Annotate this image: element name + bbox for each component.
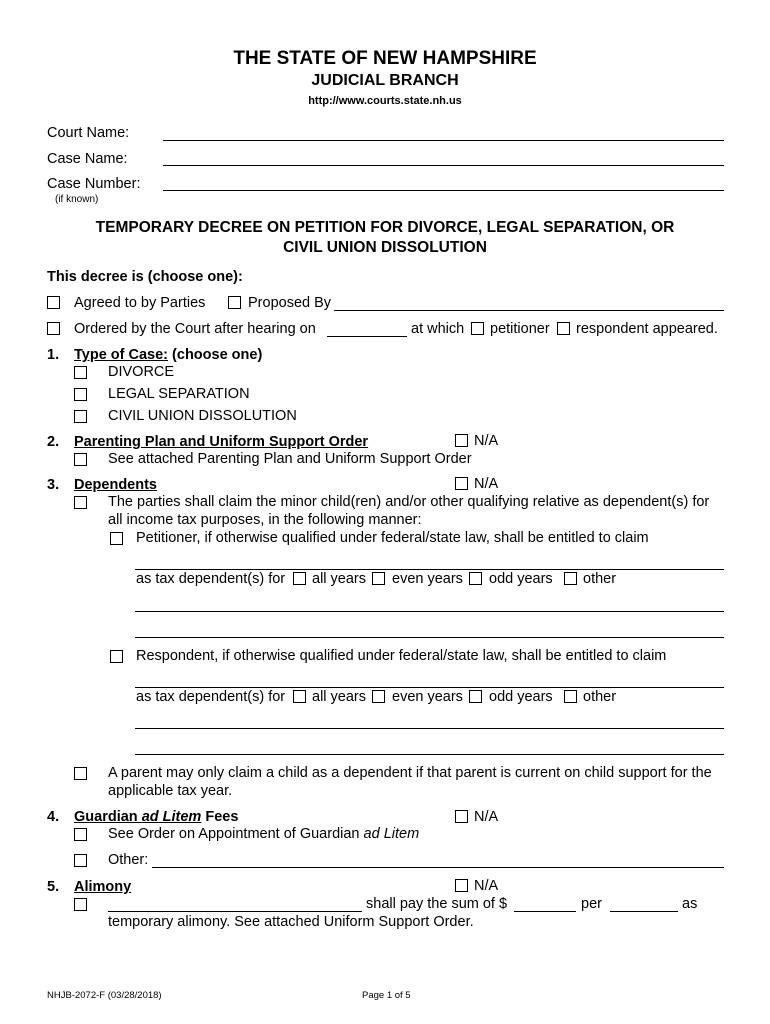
section-4-other-label: Other:: [108, 852, 149, 868]
section-2-na-label: N/A: [474, 433, 499, 449]
dependents-text-line1: The parties shall claim the minor child(ren) and/or other qualifying relative as dependent(s) for: [108, 494, 710, 510]
guardian-order-label: [108, 826, 419, 842]
parenting-plan-checkbox[interactable]: [74, 453, 87, 466]
court-name-field[interactable]: [163, 140, 724, 141]
proposed-checkbox[interactable]: [228, 296, 241, 309]
section-5-number: 5.: [47, 879, 60, 895]
case-name-label: Case Name:: [47, 151, 128, 167]
alimony-amount-field[interactable]: [514, 911, 576, 912]
hearing-date-field[interactable]: [327, 336, 407, 337]
guardian-order-text: See Order on Appointment of Guardian: [108, 826, 364, 842]
section-4-na-checkbox[interactable]: [455, 810, 468, 823]
respondent-claim-label: Respondent, if otherwise qualified under federal/state law, shall be entitled to claim: [136, 648, 667, 664]
section-1-title: [74, 347, 262, 363]
respondent-even-years-label: even years: [392, 689, 463, 705]
state-title: THE STATE OF NEW HAMPSHIRE: [233, 48, 537, 69]
section-4-number: 4.: [47, 809, 60, 825]
petitioner-claim-label: Petitioner, if otherwise qualified under federal/state law, shall be entitled to claim: [136, 530, 649, 546]
page-number: Page 1 of 5: [362, 990, 411, 1001]
parenting-plan-label: See attached Parenting Plan and Uniform Support Order: [108, 451, 472, 467]
respondent-claim-checkbox[interactable]: [110, 650, 123, 663]
alimony-pay-label: shall pay the sum of $: [366, 896, 508, 912]
section-3-number: 3.: [47, 477, 60, 493]
petitioner-even-years-checkbox[interactable]: [372, 572, 385, 585]
section-1-hint: (choose one): [172, 347, 263, 363]
section-4-title-c: Fees: [201, 809, 239, 825]
respondent-all-years-checkbox[interactable]: [293, 690, 306, 703]
section-4-na-label: N/A: [474, 809, 499, 825]
ordered-checkbox[interactable]: [47, 322, 60, 335]
alimony-as-label: as: [682, 896, 698, 912]
petitioner-other-field-1[interactable]: [135, 611, 724, 612]
respondent-appeared-label: respondent appeared.: [576, 321, 718, 337]
respondent-all-years-label: all years: [312, 689, 366, 705]
section-5-title: Alimony: [74, 879, 132, 895]
alimony-checkbox[interactable]: [74, 898, 87, 911]
case-name-field[interactable]: [163, 165, 724, 166]
petitioner-as-tax-label: as tax dependent(s) for: [136, 571, 286, 587]
section-4-title-b: ad Litem: [141, 809, 202, 825]
section-3-title: Dependents: [74, 477, 157, 493]
respondent-appeared-checkbox[interactable]: [557, 322, 570, 335]
divorce-checkbox[interactable]: [74, 366, 87, 379]
civil-union-dissolution-label: CIVIL UNION DISSOLUTION: [108, 408, 297, 424]
legal-separation-checkbox[interactable]: [74, 388, 87, 401]
guardian-order-checkbox[interactable]: [74, 828, 87, 841]
proposed-label: Proposed By: [248, 295, 332, 311]
petitioner-all-years-label: all years: [312, 571, 366, 587]
agreed-label: Agreed to by Parties: [74, 295, 206, 311]
form-id: NHJB-2072-F (03/28/2018): [47, 990, 162, 1001]
respondent-other-field-2[interactable]: [135, 754, 724, 755]
respondent-odd-years-checkbox[interactable]: [469, 690, 482, 703]
agreed-checkbox[interactable]: [47, 296, 60, 309]
section-1-title-text: Type of Case:: [74, 347, 169, 363]
decree-title-line2: CIVIL UNION DISSOLUTION: [283, 239, 487, 256]
divorce-label: DIVORCE: [108, 364, 175, 380]
proposed-by-field[interactable]: [334, 310, 724, 311]
petitioner-all-years-checkbox[interactable]: [293, 572, 306, 585]
respondent-even-years-checkbox[interactable]: [372, 690, 385, 703]
civil-union-dissolution-checkbox[interactable]: [74, 410, 87, 423]
court-url: http://www.courts.state.nh.us: [308, 95, 462, 107]
respondent-other-checkbox[interactable]: [564, 690, 577, 703]
petitioner-appeared-checkbox[interactable]: [471, 322, 484, 335]
alimony-period-field[interactable]: [610, 911, 678, 912]
decree-choice-heading: This decree is (choose one):: [47, 269, 243, 285]
petitioner-odd-years-checkbox[interactable]: [469, 572, 482, 585]
petitioner-even-years-label: even years: [392, 571, 463, 587]
alimony-line2: temporary alimony. See attached Uniform Support Order.: [108, 914, 474, 930]
respondent-dependents-field[interactable]: [135, 687, 724, 688]
ordered-label: Ordered by the Court after hearing on: [74, 321, 316, 337]
alimony-per-label: per: [581, 896, 602, 912]
petitioner-claim-checkbox[interactable]: [110, 532, 123, 545]
section-2-number: 2.: [47, 434, 60, 450]
respondent-other-field-1[interactable]: [135, 728, 724, 729]
section-4-title: [74, 809, 238, 825]
court-name-label: Court Name:: [47, 125, 130, 141]
case-number-field[interactable]: [163, 190, 724, 191]
parent-note-line1: A parent may only claim a child as a dependent if that parent is current on child support for the: [108, 765, 712, 781]
section-4-other-field[interactable]: [152, 867, 724, 868]
dependents-text-line2: all income tax purposes, in the following manner:: [108, 512, 422, 528]
section-3-na-label: N/A: [474, 476, 499, 492]
decree-title-line1: TEMPORARY DECREE ON PETITION FOR DIVORCE, LEGAL SEPARATION, OR: [95, 219, 675, 236]
respondent-other-label: other: [583, 689, 617, 705]
section-4-other-checkbox[interactable]: [74, 854, 87, 867]
alimony-payer-field[interactable]: [108, 911, 362, 912]
legal-separation-label: LEGAL SEPARATION: [108, 386, 250, 402]
branch-title: JUDICIAL BRANCH: [311, 72, 459, 89]
guardian-order-italic: ad Litem: [363, 826, 420, 842]
respondent-as-tax-label: as tax dependent(s) for: [136, 689, 286, 705]
if-known-note: (if known): [55, 194, 99, 205]
section-2-title: Parenting Plan and Uniform Support Order: [74, 434, 369, 450]
section-5-na-checkbox[interactable]: [455, 879, 468, 892]
petitioner-odd-years-label: odd years: [489, 571, 553, 587]
petitioner-label: petitioner: [490, 321, 550, 337]
petitioner-other-checkbox[interactable]: [564, 572, 577, 585]
parent-note-line2: applicable tax year.: [108, 783, 233, 799]
parent-current-support-checkbox[interactable]: [74, 767, 87, 780]
petitioner-dependents-field[interactable]: [135, 569, 724, 570]
case-number-label: Case Number:: [47, 176, 141, 192]
section-4-title-a: Guardian: [74, 809, 142, 825]
dependents-checkbox[interactable]: [74, 496, 87, 509]
section-3-na-checkbox[interactable]: [455, 477, 468, 490]
section-1-number: 1.: [47, 347, 60, 363]
petitioner-other-label: other: [583, 571, 617, 587]
petitioner-other-field-2[interactable]: [135, 637, 724, 638]
at-which-label: at which: [411, 321, 465, 337]
section-2-na-checkbox[interactable]: [455, 434, 468, 447]
respondent-odd-years-label: odd years: [489, 689, 553, 705]
section-5-na-label: N/A: [474, 878, 499, 894]
